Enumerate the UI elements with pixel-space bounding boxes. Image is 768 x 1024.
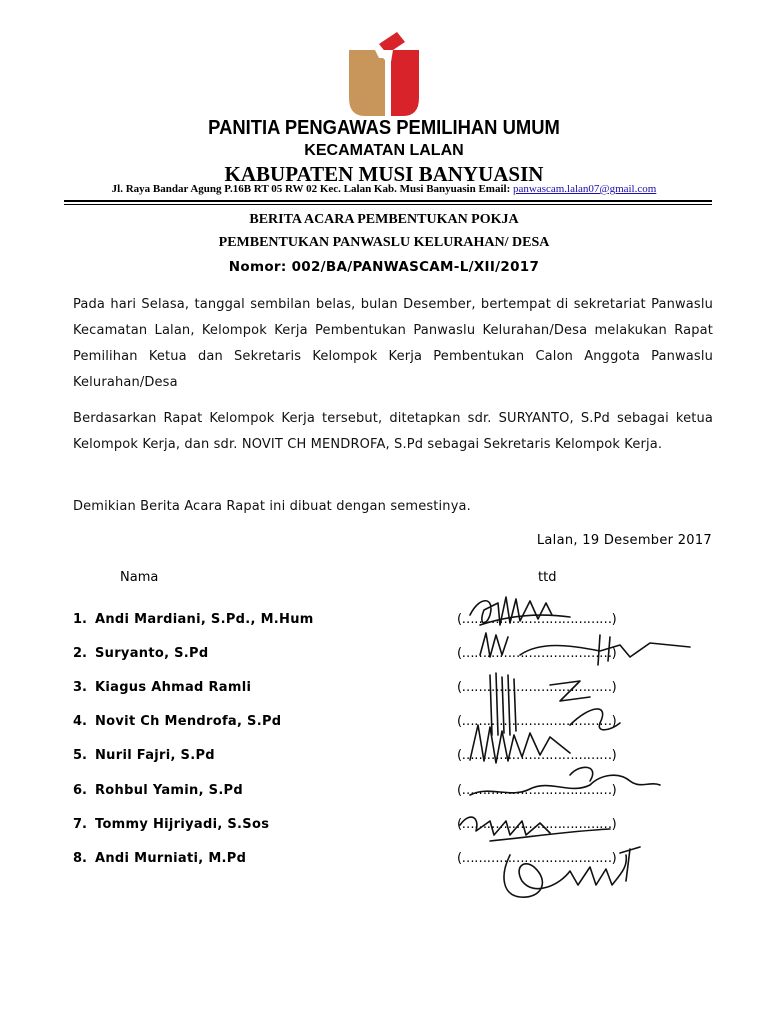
member-number: 8. — [73, 851, 87, 866]
regency-name: KABUPATEN MUSI BANYUASIN — [224, 162, 544, 186]
member-name: Andi Mardiani, S.Pd., M.Hum — [95, 612, 314, 627]
member-row — [73, 783, 713, 803]
member-row — [73, 646, 713, 666]
member-number: 6. — [73, 783, 87, 798]
signature-line: (………………………………) — [457, 851, 617, 866]
member-number: 2. — [73, 646, 87, 661]
district-name: KECAMATAN LALAN — [304, 142, 464, 159]
member-row — [73, 612, 713, 632]
place-date: Lalan, 19 Desember 2017 — [536, 533, 712, 548]
member-number: 4. — [73, 714, 87, 729]
document-number: Nomor: 002/BA/PANWASCAM-L/XII/2017 — [228, 259, 540, 275]
column-name-header: Nama — [120, 570, 159, 585]
signature-line: (………………………………) — [457, 748, 617, 763]
email-link[interactable]: panwascam.lalan07@gmail.com — [513, 183, 657, 195]
member-row — [73, 680, 713, 700]
member-name: Tommy Hijriyadi, S.Sos — [95, 817, 270, 832]
header-divider-thin — [64, 204, 712, 205]
paragraph-2: Berdasarkan Rapat Kelompok Kerja tersebut, ditetapkan sdr. SURYANTO, S.Pd sebagai ketua Kelompok Kerja, dan sdr. NOVIT CH MENDROFA, S.Pd sebagai Sekretaris Kelompok Kerja. — [73, 411, 713, 452]
member-name: Kiagus Ahmad Ramli — [95, 680, 252, 695]
signature-line: (………………………………) — [457, 817, 617, 832]
member-row — [73, 851, 713, 871]
member-name: Suryanto, S.Pd — [95, 646, 209, 661]
signature-line: (………………………………) — [457, 714, 617, 729]
member-number: 5. — [73, 748, 87, 763]
member-number: 3. — [73, 680, 87, 695]
address-line — [0, 183, 768, 195]
panwaslu-logo-icon — [345, 28, 423, 116]
member-name: Novit Ch Mendrofa, S.Pd — [95, 714, 282, 729]
member-row — [73, 748, 713, 768]
member-row — [73, 817, 713, 837]
signature-line: (………………………………) — [457, 680, 617, 695]
address-text: Jl. Raya Bandar Agung P.16B RT 05 RW 02 Kec. Lalan Kab. Musi Banyuasin Email: — [111, 183, 513, 195]
header-divider — [64, 200, 712, 202]
document-subtitle: PEMBENTUKAN PANWASLU KELURAHAN/ DESA — [218, 235, 550, 250]
member-number: 1. — [73, 612, 87, 627]
paragraph-1: Pada hari Selasa, tanggal sembilan belas, bulan Desember, bertempat di sekretariat Panwaslu Kecamatan Lalan, Kelompok Kerja Pembentukan Panwaslu Kelurahan/Desa melakukan Rapat Pemilihan Ketua dan Sekretaris Kelompok Kerja Pembentukan Calon Anggota Panwaslu Kelurahan/Desa — [73, 297, 713, 390]
member-row — [73, 714, 713, 734]
member-name: Rohbul Yamin, S.Pd — [95, 783, 243, 798]
document-title: BERITA ACARA PEMBENTUKAN POKJA — [249, 212, 519, 227]
member-name: Andi Murniati, M.Pd — [95, 851, 247, 866]
signature-line: (………………………………) — [457, 646, 617, 661]
member-name: Nuril Fajri, S.Pd — [95, 748, 215, 763]
paragraph-3: Demikian Berita Acara Rapat ini dibuat dengan semestinya. — [73, 499, 471, 514]
column-signature-header: ttd — [538, 570, 557, 585]
member-number: 7. — [73, 817, 87, 832]
institution-name: PANITIA PENGAWAS PEMILIHAN UMUM — [208, 117, 560, 139]
signature-line: (………………………………) — [457, 612, 617, 627]
signature-line: (………………………………) — [457, 783, 617, 798]
